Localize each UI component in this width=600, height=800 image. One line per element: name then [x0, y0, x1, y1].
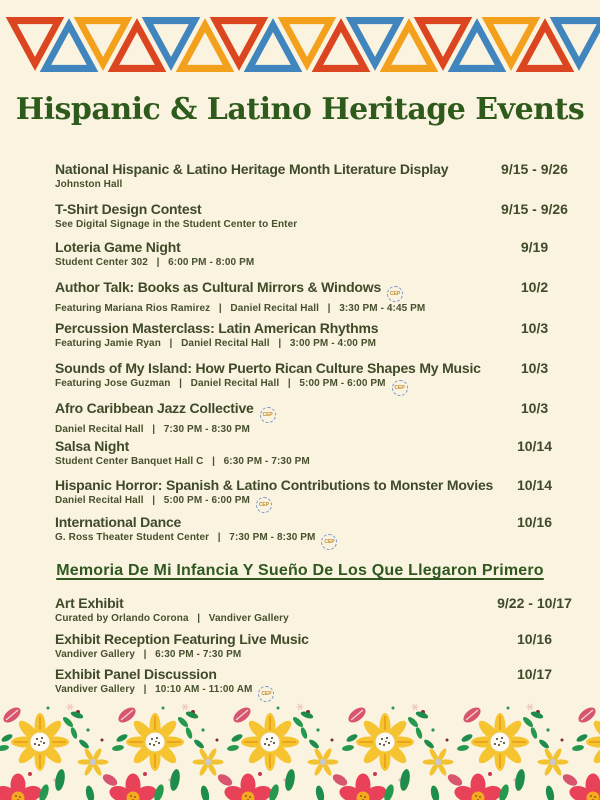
section-heading: Memoria De Mi Infancia Y Sueño De Los Que Llegaron Primero [56, 562, 544, 579]
event-date: 10/14 [516, 477, 553, 493]
event-title: Salsa Night [55, 438, 130, 454]
event-date: 10/14 [516, 438, 553, 454]
event-title-text: Afro Caribbean Jazz Collective [55, 400, 254, 416]
event-title: Exhibit Panel Discussion [55, 666, 217, 682]
event-details: Vandiver Gallery | 6:30 PM - 7:30 PM [55, 649, 242, 660]
page-title: Hispanic & Latino Heritage Events [15, 92, 585, 127]
triangle-banner-decoration [0, 14, 600, 78]
cep-badge-icon: CEP [321, 534, 337, 550]
event-row [55, 437, 582, 469]
cep-badge-icon: CEP [256, 497, 272, 513]
event-date: 10/3 [520, 320, 549, 336]
event-date: 10/3 [520, 360, 549, 376]
event-details [55, 494, 483, 513]
event-date: 10/2 [520, 279, 549, 295]
floral-border-decoration [0, 700, 600, 800]
event-title: National Hispanic & Latino Heritage Month Literature Display [55, 161, 449, 177]
event-row [55, 665, 582, 702]
event-details: Johnston Hall [55, 179, 123, 190]
event-title: Percussion Masterclass: Latin American Rhythms [55, 320, 379, 336]
event-details [55, 377, 483, 396]
event-row [55, 200, 582, 232]
event-row [55, 359, 582, 396]
event-title: Exhibit Reception Featuring Live Music [55, 631, 309, 647]
event-details-text: Featuring Jose Guzman | Daniel Recital Hall | 5:00 PM - 6:00 PM [55, 378, 386, 389]
event-date: 9/15 - 9/26 [501, 161, 568, 177]
event-title-text: Author Talk: Books as Cultural Mirrors & Windows [55, 279, 382, 295]
event-details-text: Vandiver Gallery | 10:10 AM - 11:00 AM [55, 684, 253, 695]
event-details: Student Center 302 | 6:00 PM - 8:00 PM [55, 257, 255, 268]
event-title [55, 399, 483, 423]
event-date: 10/17 [516, 666, 553, 682]
event-details: Curated by Orlando Corona | Vandiver Gallery [55, 613, 289, 624]
event-row [55, 319, 582, 351]
event-date: 10/16 [516, 631, 553, 647]
event-details: Student Center Banquet Hall C | 6:30 PM - 7:30 PM [55, 456, 310, 467]
event-title [55, 278, 483, 302]
event-row [55, 630, 582, 662]
event-row [55, 594, 582, 626]
cep-badge-icon: CEP [392, 380, 408, 396]
event-title: Hispanic Horror: Spanish & Latino Contributions to Monster Movies [55, 477, 494, 493]
event-row [55, 399, 582, 437]
event-title: Loteria Game Night [55, 239, 181, 255]
event-details: Featuring Mariana Rios Ramirez | Daniel Recital Hall | 3:30 PM - 4:45 PM [55, 303, 426, 314]
event-title: International Dance [55, 514, 182, 530]
event-row [55, 513, 582, 550]
event-details-text: Daniel Recital Hall | 5:00 PM - 6:00 PM [55, 495, 250, 506]
event-row [55, 160, 582, 192]
event-date: 10/3 [520, 400, 549, 416]
cep-badge-icon: CEP [260, 407, 276, 423]
cep-badge-icon: CEP [258, 686, 274, 702]
event-details: Featuring Jamie Ryan | Daniel Recital Hall | 3:00 PM - 4:00 PM [55, 338, 377, 349]
event-details [55, 531, 483, 550]
event-title: Sounds of My Island: How Puerto Rican Culture Shapes My Music [55, 360, 481, 376]
event-details-text: G. Ross Theater Student Center | 7:30 PM - 8:30 PM [55, 532, 316, 543]
event-title: Art Exhibit [55, 595, 124, 611]
event-date: 9/15 - 9/26 [501, 201, 568, 217]
event-date: 10/16 [516, 514, 553, 530]
cep-badge-icon: CEP [387, 286, 403, 302]
event-details: See Digital Signage in the Student Center to Enter [55, 219, 298, 230]
event-row [55, 476, 582, 513]
event-date: 9/22 - 10/17 [497, 595, 572, 611]
event-row [55, 238, 582, 270]
event-row [55, 278, 582, 316]
event-details: Daniel Recital Hall | 7:30 PM - 8:30 PM [55, 424, 250, 435]
event-date: 9/19 [520, 239, 549, 255]
event-title: T-Shirt Design Contest [55, 201, 202, 217]
